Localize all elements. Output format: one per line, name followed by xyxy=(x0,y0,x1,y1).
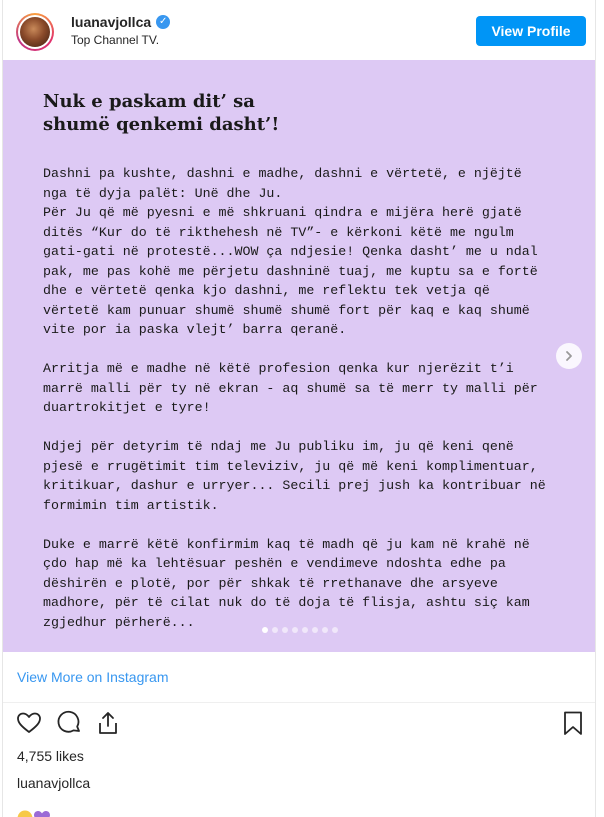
carousel-dot xyxy=(312,627,318,633)
avatar-photo xyxy=(20,17,50,47)
heart-icon[interactable] xyxy=(15,709,43,737)
post-paragraph: Dashni pa kushte, dashni e madhe, dashni e vërtetë, e njëjtë nga të dyja palët: Unë dhe Ju. Për Ju që më pyesni e më shkruani qindra e mijëra herë gjatë ditës “Kur do të rikthehesh në TV”- e kërkoni këtë me ngulm gati-gati në protestë...WOW ça ndjesie! Qenka dasht’ me u ndal pak, me pas kohë me përjetu dashninë tuaj, me kuptu sa e fortë dhe e vërtetë qenka kjo dashni, me reflektu tek vetja që vërtetë kam punuar shumë shumë shumë fort për kaq e kaq shumë vite por ia paska vlejt’ barra qeranë. xyxy=(43,166,538,337)
post-paragraph: Arritja më e madhe në këtë profesion qenka kur njerëzit t’i marrë malli për ty në ekran - aq shumë sa të merr ty malli për duartrokitjet e tyre! xyxy=(43,361,538,415)
comment-icon[interactable] xyxy=(55,709,83,737)
smile-emoji-icon xyxy=(17,810,33,817)
purple-heart-icon xyxy=(33,810,51,817)
share-icon[interactable] xyxy=(94,709,122,737)
avatar-ring xyxy=(18,15,52,49)
post-paragraph: Ndjej për detyrim të ndaj me Ju publiku im, ju që keni qenë pjesë e rrugëtimit tim televiziv, ju që më keni komplimentuar, kritikuar, dashur e urryer... Secili prej jush ka kontribuar në formimin tim artistik. xyxy=(43,439,546,513)
view-profile-button[interactable]: View Profile xyxy=(476,16,586,46)
chevron-right-icon xyxy=(563,350,575,362)
username-link[interactable]: luanavjollca xyxy=(71,14,152,30)
carousel-dot xyxy=(332,627,338,633)
carousel-dot xyxy=(322,627,328,633)
post-image[interactable] xyxy=(3,60,596,652)
post-title-line-1: Nuk e paskam dit’ sa xyxy=(43,91,255,112)
caption-username[interactable]: luanavjollca xyxy=(17,775,91,791)
view-more-section xyxy=(3,652,596,703)
carousel-dot xyxy=(302,627,308,633)
verified-badge-icon: ✓ xyxy=(156,15,170,29)
user-block xyxy=(71,14,170,47)
post-header xyxy=(3,0,596,60)
caption-emoji-row xyxy=(17,810,51,817)
post-title xyxy=(43,90,463,136)
post-body-text xyxy=(43,164,553,652)
action-bar xyxy=(3,703,596,743)
bookmark-icon[interactable] xyxy=(559,709,587,737)
avatar[interactable] xyxy=(16,13,54,51)
next-slide-button[interactable] xyxy=(556,343,582,369)
post-paragraph: Duke e marrë këtë konfirmim kaq të madh që ju kam në krahë në çdo hap më ka lehtësuar peshën e vendimeve ndoshta edhe pa dëshirën e plotë, por për shkak të rrethanave dhe arsyeve madhore, për të cilat nuk do të doja të flisja, ashtu siç kam zgjedhur përherë... xyxy=(43,536,530,630)
carousel-indicator xyxy=(3,627,596,633)
likes-count[interactable]: 4,755 likes xyxy=(17,748,84,764)
username-row xyxy=(71,14,170,30)
instagram-embed-card xyxy=(2,0,596,817)
location-subtitle[interactable]: Top Channel TV. xyxy=(71,33,160,47)
carousel-dot xyxy=(272,627,278,633)
post-title-line-2: shumë qenkemi dasht’! xyxy=(43,114,280,135)
view-more-link[interactable]: View More on Instagram xyxy=(17,669,169,685)
carousel-dot xyxy=(292,627,298,633)
carousel-dot xyxy=(282,627,288,633)
carousel-dot xyxy=(262,627,268,633)
